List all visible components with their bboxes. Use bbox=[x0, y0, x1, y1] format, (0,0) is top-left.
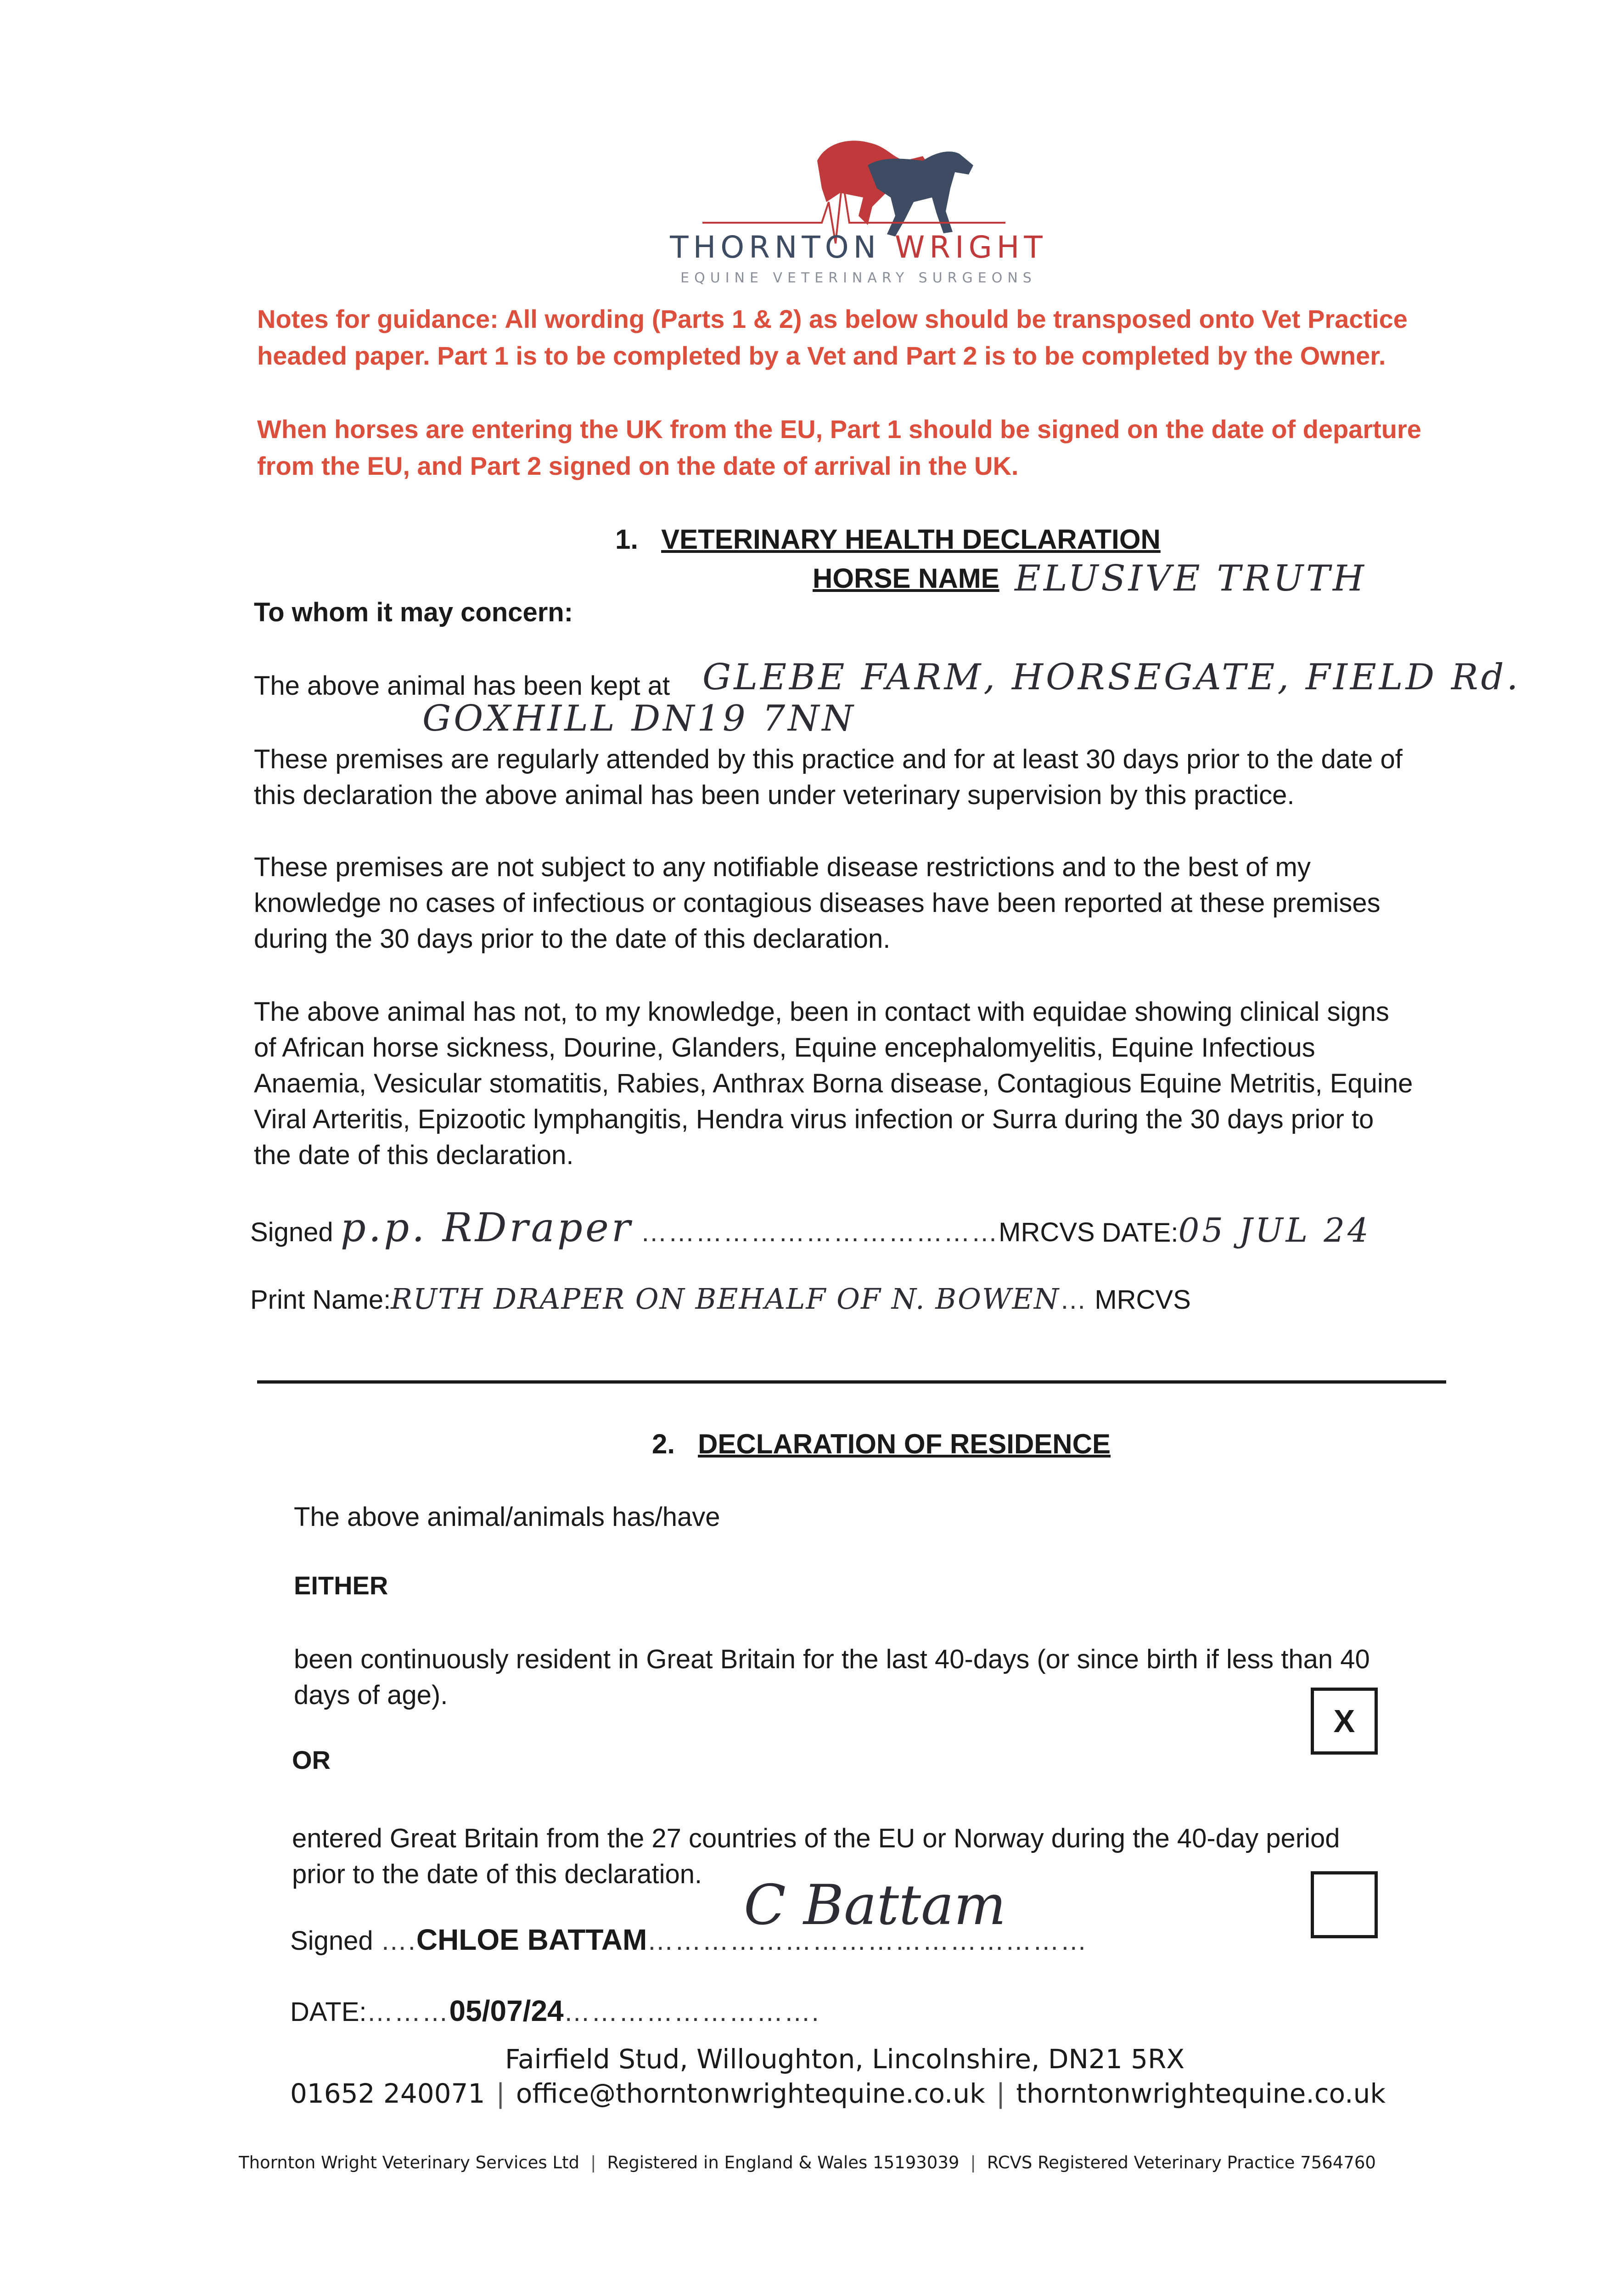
disease-line-2: knowledge no cases of infectious or contagious diseases have been reported at these premises bbox=[254, 888, 1381, 918]
disease-line-3: during the 30 days prior to the date of this declaration. bbox=[254, 924, 891, 954]
contact-paragraph bbox=[254, 994, 1516, 1173]
vet-date-label: DATE: bbox=[1102, 1218, 1179, 1248]
part2-heading bbox=[652, 1428, 1111, 1460]
option2-line-2: prior to the date of this declaration. bbox=[292, 1859, 702, 1889]
guidance-line-2: headed paper. Part 1 is to be completed by a Vet and Part 2 is to be completed by the Owner. bbox=[257, 341, 1386, 370]
vet-signed-mrcvs: MRCVS bbox=[999, 1217, 1095, 1247]
section-divider bbox=[257, 1380, 1446, 1384]
footer-address: Fairfield Stud, Willoughton, Lincolnshire, DN21 5RX bbox=[505, 2043, 1185, 2075]
kept-at-value-line1: GLEBE FARM, HORSEGATE, FIELD Rd. bbox=[702, 657, 1521, 698]
premises-line-1: These premises are regularly attended by this practice and for at least 30 days prior to the date of bbox=[254, 744, 1403, 774]
option1-line-2: days of age). bbox=[294, 1680, 448, 1710]
vet-signed-dots: ………………………………… bbox=[640, 1217, 999, 1247]
footer-separator: | bbox=[496, 2078, 505, 2109]
brand-first-word: THORNTON bbox=[670, 230, 881, 265]
footer-contact-row bbox=[290, 2078, 1386, 2109]
or-label: OR bbox=[292, 1745, 331, 1774]
guidance-line-1: Notes for guidance: All wording (Parts 1 & 2) as below should be transposed onto Vet Practice bbox=[257, 304, 1408, 333]
vet-signed-label: Signed bbox=[250, 1217, 333, 1247]
owner-typed-name: CHLOE BATTAM bbox=[416, 1923, 647, 1956]
footer-email[interactable]: office@thorntonwrightequine.co.uk bbox=[516, 2078, 985, 2109]
premises-line-2: this declaration the above animal has been under veterinary supervision by this practice. bbox=[254, 780, 1295, 810]
owner-date-row bbox=[290, 1993, 820, 2030]
residence-intro: The above animal/animals has/have bbox=[294, 1502, 720, 1532]
contact-line-4: Viral Arteritis, Epizootic lymphangitis, Hendra virus infection or Surra during the 30 days prior to bbox=[254, 1104, 1374, 1134]
footer-website[interactable]: thorntonwrightequine.co.uk bbox=[1016, 2078, 1386, 2109]
owner-signed-label: Signed bbox=[290, 1926, 373, 1956]
part1-heading bbox=[615, 523, 1161, 555]
footer-legal-row bbox=[239, 2153, 1376, 2172]
part2-number: 2. bbox=[652, 1429, 675, 1459]
option2-line-1: entered Great Britain from the 27 countries of the EU or Norway during the 40-day period bbox=[292, 1823, 1340, 1853]
eu-line-2: from the EU, and Part 2 signed on the date of arrival in the UK. bbox=[257, 451, 1019, 480]
kept-at-label: The above animal has been kept at bbox=[254, 671, 670, 701]
vet-print-name-row bbox=[250, 1281, 1191, 1318]
option1-line-1: been continuously resident in Great Britain for the last 40-days (or since birth if less than 40 bbox=[294, 1644, 1370, 1674]
footer-phone: 01652 240071 bbox=[290, 2078, 485, 2109]
owner-date-dots-post: ………………………. bbox=[563, 1997, 820, 2027]
option1-checkbox[interactable]: X bbox=[1311, 1688, 1378, 1755]
owner-signed-dots-post: ………………………………………… bbox=[647, 1926, 1088, 1956]
horse-name-label: HORSE NAME bbox=[813, 563, 999, 594]
vet-signed-row bbox=[250, 1205, 1095, 1251]
contact-line-5: the date of this declaration. bbox=[254, 1140, 574, 1170]
contact-line-1: The above animal has not, to my knowledge, been in contact with equidae showing clinical signs bbox=[254, 997, 1389, 1027]
eu-notes bbox=[257, 411, 1474, 484]
disease-line-1: These premises are not subject to any notifiable disease restrictions and to the best of my bbox=[254, 852, 1311, 882]
owner-date-value: 05/07/24 bbox=[449, 1994, 564, 2027]
part2-title: DECLARATION OF RESIDENCE bbox=[698, 1429, 1111, 1459]
horse-name-value: ELUSIVE TRUTH bbox=[1015, 558, 1367, 599]
guidance-notes bbox=[257, 301, 1474, 374]
premises-paragraph bbox=[254, 742, 1516, 813]
contact-line-2: of African horse sickness, Dourine, Glanders, Equine encephalomyelitis, Equine Infectious bbox=[254, 1033, 1315, 1063]
part1-title: VETERINARY HEALTH DECLARATION bbox=[661, 524, 1161, 555]
vet-print-name-label: Print Name: bbox=[250, 1285, 391, 1315]
disease-paragraph bbox=[254, 850, 1516, 957]
footer-registered: Registered in England & Wales 15193039 bbox=[607, 2153, 960, 2172]
footer-company: Thornton Wright Veterinary Services Ltd bbox=[239, 2153, 580, 2172]
vet-date-row bbox=[1102, 1212, 1371, 1251]
footer-separator: | bbox=[996, 2078, 1005, 2109]
kept-at-value-line2: GOXHILL DN19 7NN bbox=[422, 698, 856, 739]
practice-tagline: EQUINE VETERINARY SURGEONS bbox=[680, 270, 1037, 286]
owner-signed-dots-pre: …. bbox=[380, 1926, 416, 1956]
eu-line-1: When horses are entering the UK from the EU, Part 1 should be signed on the date of departure bbox=[257, 415, 1421, 444]
option2-checkbox[interactable] bbox=[1311, 1871, 1378, 1938]
practice-logo bbox=[675, 133, 1042, 289]
owner-date-label: DATE: bbox=[290, 1997, 367, 2027]
contact-line-3: Anaemia, Vesicular stomatitis, Rabies, Anthrax Borna disease, Contagious Equine Metritis, Equine bbox=[254, 1069, 1413, 1098]
vet-signature: p.p. RDraper bbox=[340, 1205, 633, 1251]
vet-print-dots: … bbox=[1060, 1285, 1088, 1315]
footer-rcvs: RCVS Registered Veterinary Practice 7564760 bbox=[987, 2153, 1376, 2172]
owner-date-dots-pre: ……… bbox=[366, 1997, 449, 2027]
vet-print-name-value: RUTH DRAPER ON BEHALF OF N. BOWEN bbox=[391, 1282, 1060, 1316]
footer-separator: | bbox=[970, 2153, 976, 2172]
either-label: EITHER bbox=[294, 1571, 388, 1600]
to-whom-heading: To whom it may concern: bbox=[254, 597, 573, 627]
footer-separator: | bbox=[590, 2153, 596, 2172]
part1-number: 1. bbox=[615, 524, 639, 555]
brand-second-word: WRIGHT bbox=[895, 230, 1047, 265]
vet-print-mrcvs: MRCVS bbox=[1094, 1285, 1191, 1315]
practice-brand-name bbox=[643, 230, 1074, 265]
owner-signature: C Battam bbox=[744, 1874, 1006, 1937]
vet-date-value: 05 JUL 24 bbox=[1178, 1211, 1371, 1249]
